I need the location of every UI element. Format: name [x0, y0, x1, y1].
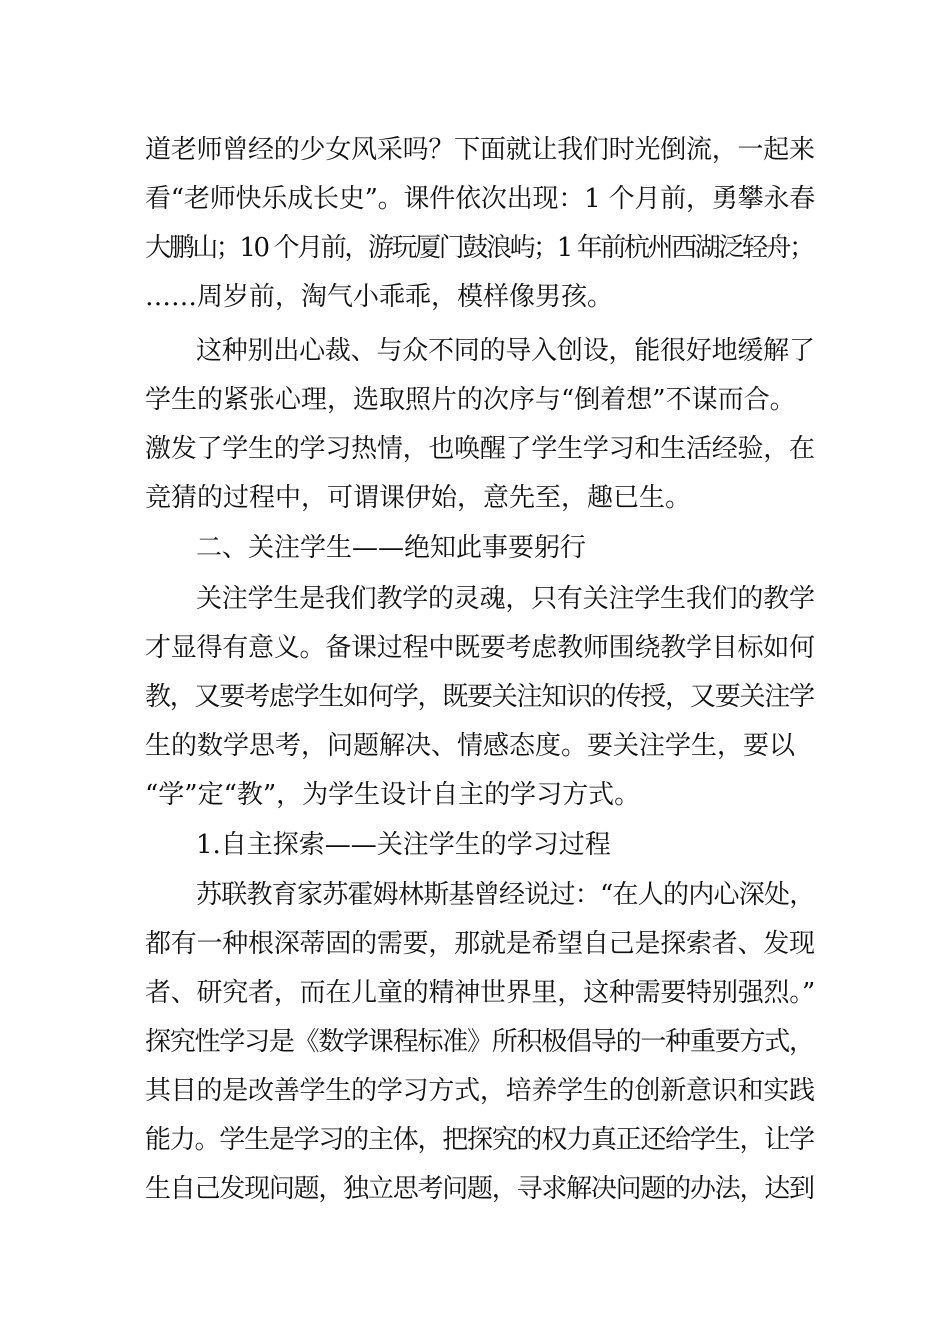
section-heading: 二、关注学生——绝知此事要躬行 — [196, 533, 587, 563]
text-line: 大鹏山；10 个月前，游玩厦门鼓浪屿；1 年前杭州西湖泛轻舟； — [145, 233, 813, 263]
text-line: 教，又要考虑学生如何学，既要关注知识的传授，又要关注学 — [145, 682, 814, 712]
text-line: 都有一种根深蒂固的需要，那就是希望自己是探索者、发现 — [145, 929, 815, 959]
text-line: 看“老师快乐成长史”。课件依次出现：1 个月前，勇攀永春 — [145, 184, 815, 214]
text-line: 激发了学生的学习热情，也唤醒了学生学习和生活经验，在 — [145, 434, 815, 464]
subsection-heading: 1.自主探索——关注学生的学习过程 — [196, 830, 611, 860]
text-line: 道老师曾经的少女风采吗？下面就让我们时光倒流，一起来 — [145, 135, 815, 165]
text-line: ……周岁前，淘气小乖乖，模样像男孩。 — [145, 282, 614, 312]
paragraph-first-line: 这种别出心裁、与众不同的导入创设，能很好地缓解了 — [196, 336, 815, 366]
text-line: 学生的紧张心理，选取照片的次序与“倒着想”不谋而合。 — [145, 385, 796, 415]
text-line: 其目的是改善学生的学习方式，培养学生的创新意识和实践 — [145, 1076, 815, 1106]
text-line: 才显得有意义。备课过程中既要考虑教师围绕教学目标如何 — [145, 633, 815, 663]
text-line: 能力。学生是学习的主体，把探究的权力真正还给学生，让学 — [145, 1125, 814, 1155]
text-line: 者、研究者，而在儿童的精神世界里，这种需要特别强烈。” — [145, 978, 815, 1008]
paragraph-first-line: 苏联教育家苏霍姆林斯基曾经说过：“在人的内心深处， — [196, 880, 815, 910]
text-line: 探究性学习是《数学课程标准》所积极倡导的一种重要方式， — [145, 1027, 814, 1057]
text-line: 竞猜的过程中，可谓课伊始，意先至，趣已生。 — [145, 483, 692, 513]
text-line: 生的数学思考，问题解决、情感态度。要关注学生，要以 — [145, 731, 796, 761]
text-line: “学”定“教”，为学生设计自主的学习方式。 — [145, 780, 641, 810]
text-line: 生自己发现问题，独立思考问题，寻求解决问题的办法，达到 — [145, 1174, 814, 1204]
paragraph-first-line: 关注学生是我们教学的灵魂，只有关注学生我们的教学 — [196, 584, 815, 614]
